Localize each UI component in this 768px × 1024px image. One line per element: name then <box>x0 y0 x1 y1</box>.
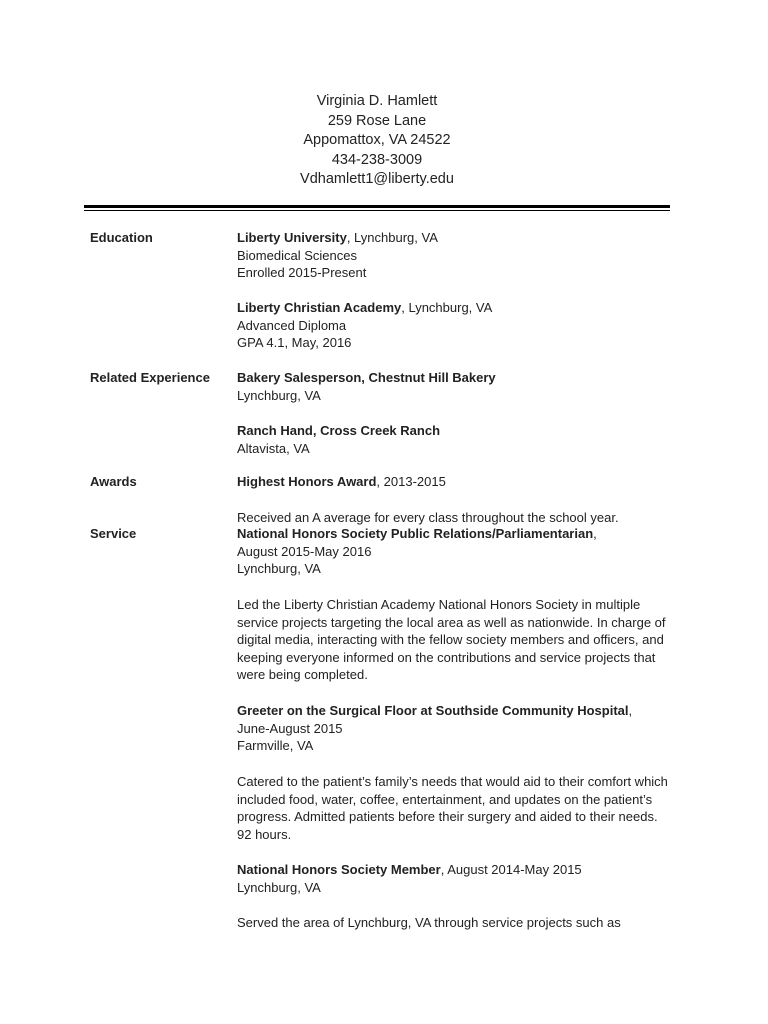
service-dates: August 2015-May 2016 <box>237 543 372 559</box>
header-divider-thick <box>84 205 670 208</box>
service-description: Catered to the patient’s family’s needs that would aid to their comfort which included food, water, coffee, entertainment, and updates on the patient’s progress. Admitted patients before their surgery and aided to their needs. 92 hours. <box>237 774 668 842</box>
degree-program: Biomedical Sciences <box>237 247 357 263</box>
diploma-type: Advanced Diploma <box>237 317 347 333</box>
school-name: Liberty Christian Academy <box>237 300 402 315</box>
award-description: Received an A average for every class throughout the school year. <box>237 510 619 525</box>
service-entry <box>237 861 669 896</box>
education-heading: Education <box>90 230 153 245</box>
service-dates: , August 2014-May 2015 <box>440 862 582 877</box>
service-location: Farmville, VA <box>237 738 314 754</box>
header-divider-thin <box>84 210 670 211</box>
gpa-date: GPA 4.1, May, 2016 <box>237 335 352 351</box>
service-entry: National Honors Society Public Relations/Parliamentarian, August 2015-May 2016 Lynchburg, VA <box>237 525 669 578</box>
job-location: Altavista, VA <box>237 440 310 456</box>
school-name: Liberty University <box>237 230 347 245</box>
service-description: Led the Liberty Christian Academy National Honors Society in multiple service projects targeting the local area as well as nationwide. In charge of digital media, interacting with the fellow society members and officers, and keeping everyone informed on the contributions and service projects that were being completed. <box>237 597 666 683</box>
education-entry <box>237 229 669 282</box>
service-location: Lynchburg, VA <box>237 879 321 895</box>
service-title: National Honors Society Member <box>237 862 441 877</box>
experience-entry <box>237 369 669 404</box>
enrollment-dates: Enrolled 2015-Present <box>237 265 367 281</box>
street-address: 259 Rose Lane <box>327 112 427 129</box>
service-location: Lynchburg, VA <box>237 561 321 577</box>
service-entry: Greeter on the Surgical Floor at Southside Community Hospital, June-August 2015 Farmville, VA <box>237 702 669 755</box>
service-dates: June-August 2015 <box>237 720 343 736</box>
contact-header <box>0 92 754 190</box>
service-description: Served the area of Lynchburg, VA through service projects such as <box>237 915 621 930</box>
city-state-zip: Appomattox, VA 24522 <box>303 132 451 148</box>
experience-heading: Related Experience <box>90 370 210 385</box>
school-location: , Lynchburg, VA <box>346 230 438 245</box>
phone-number: 434-238-3009 <box>331 151 423 168</box>
awards-heading: Awards <box>90 474 137 489</box>
service-title: Greeter on the Surgical Floor at Southside Community Hospital <box>237 703 629 718</box>
award-dates: , 2013-2015 <box>376 474 446 489</box>
award-entry <box>237 473 669 491</box>
school-location: , Lynchburg, VA <box>401 300 493 315</box>
experience-entry <box>237 422 669 457</box>
service-heading: Service <box>90 526 137 541</box>
award-title: Highest Honors Award <box>237 474 377 489</box>
job-title: Bakery Salesperson, Chestnut Hill Bakery <box>237 370 496 385</box>
email-address[interactable]: Vdhamlett1@liberty.edu <box>300 171 454 187</box>
job-title: Ranch Hand, Cross Creek Ranch <box>237 423 441 438</box>
service-title: National Honors Society Public Relations/Parliamentarian <box>237 526 594 541</box>
education-entry <box>237 299 669 352</box>
applicant-name: Virginia D. Hamlett <box>316 93 438 109</box>
job-location: Lynchburg, VA <box>237 387 321 403</box>
